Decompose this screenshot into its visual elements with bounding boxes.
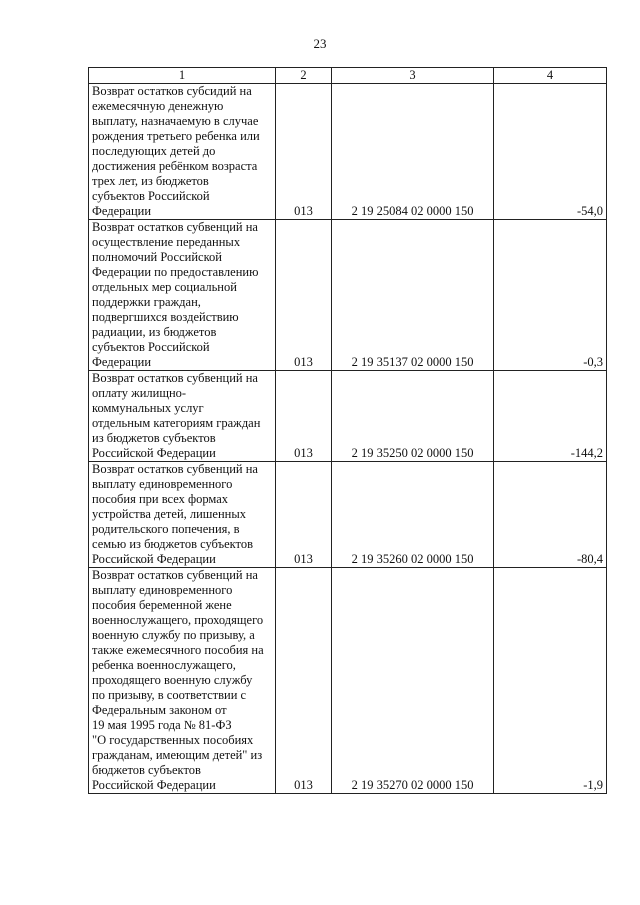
- name-cell: [89, 84, 276, 220]
- row-name: Возврат остатков субвенций на выплату единовременного пособия при всех формах устройства детей, лишенных родительского попечения, в семью из бюджетов субъектов Российской Федерации: [92, 462, 258, 566]
- admin-code-cell: 013: [276, 371, 332, 462]
- admin-code-cell: 013: [276, 220, 332, 371]
- header-cell-1: 1: [89, 68, 276, 84]
- amount-cell: -144,2: [494, 371, 607, 462]
- admin-code-cell: 013: [276, 462, 332, 568]
- table-row: [89, 84, 607, 220]
- admin-code-cell: 013: [276, 84, 332, 220]
- table-row: [89, 568, 607, 794]
- name-cell: [89, 568, 276, 794]
- header-cell-3: 3: [332, 68, 494, 84]
- budget-code-cell: 2 19 25084 02 0000 150: [332, 84, 494, 220]
- name-cell: [89, 220, 276, 371]
- amount-cell: -0,3: [494, 220, 607, 371]
- page-number: 23: [313, 36, 327, 51]
- amount-cell: -54,0: [494, 84, 607, 220]
- table-row: [89, 220, 607, 371]
- budget-code-cell: 2 19 35270 02 0000 150: [332, 568, 494, 794]
- budget-code-cell: 2 19 35260 02 0000 150: [332, 462, 494, 568]
- row-name: Возврат остатков субсидий на ежемесячную денежную выплату, назначаемую в случае рождения третьего ребенка или последующих детей до достижения ребёнком возраста трех лет, из бюджетов субъектов Российской Федерации: [92, 84, 260, 218]
- row-name: Возврат остатков субвенций на осуществление переданных полномочий Российской Федерации по предоставлению отдельных мер социальной поддержки граждан, подвергшихся воздействию радиации, из бюджетов субъектов Российской Федерации: [92, 220, 259, 369]
- amount-cell: -1,9: [494, 568, 607, 794]
- row-name: Возврат остатков субвенций на оплату жилищно- коммунальных услуг отдельным категориям граждан из бюджетов субъектов Российской Федерации: [92, 371, 261, 460]
- header-row: [89, 68, 607, 84]
- name-cell: [89, 462, 276, 568]
- budget-code-cell: 2 19 35137 02 0000 150: [332, 220, 494, 371]
- row-name: Возврат остатков субвенций на выплату единовременного пособия беременной жене военнослужащего, проходящего военную службу по призыву, а также ежемесячного пособия на ребенка военнослужащего, проходящего военную службу по призыву, в соответствии с Федеральным законом от 19 мая 1995 года № 81-ФЗ "О государственных пособиях гражданам, имеющим детей" из бюджетов субъектов Российской Федерации: [92, 568, 264, 792]
- budget-code-cell: 2 19 35250 02 0000 150: [332, 371, 494, 462]
- table-row: [89, 462, 607, 568]
- admin-code-cell: 013: [276, 568, 332, 794]
- budget-table: [88, 67, 607, 794]
- table-row: [89, 371, 607, 462]
- name-cell: [89, 371, 276, 462]
- header-cell-4: 4: [494, 68, 607, 84]
- header-cell-2: 2: [276, 68, 332, 84]
- amount-cell: -80,4: [494, 462, 607, 568]
